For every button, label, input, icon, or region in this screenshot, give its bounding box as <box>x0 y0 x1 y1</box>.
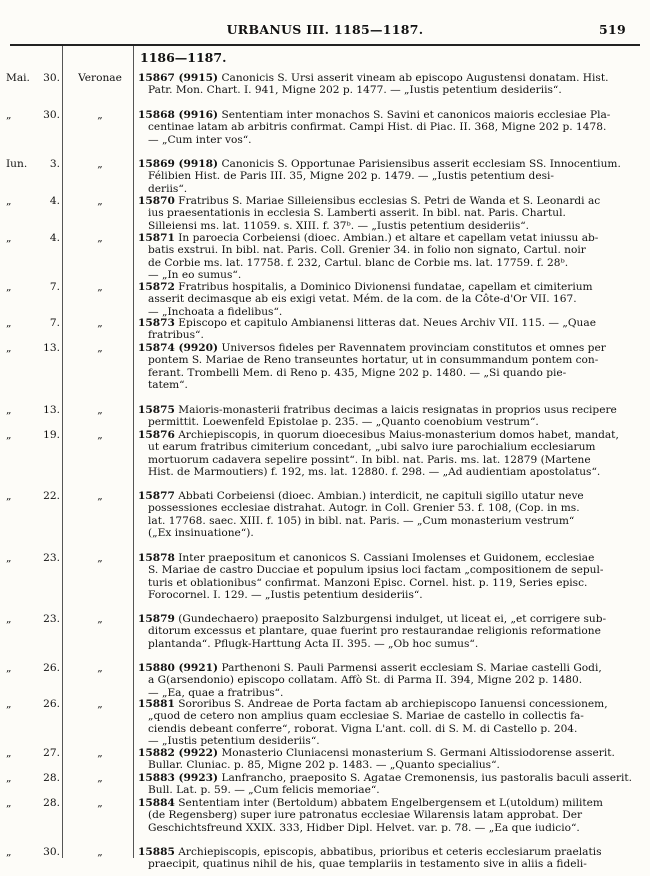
entry-place: „ <box>97 158 103 170</box>
entry-day: 7. <box>49 317 60 329</box>
entry-month: „ <box>6 747 12 759</box>
entry-text-block <box>138 195 636 232</box>
entry-text: Abbati Corbeiensi (dioec. Ambian.) interdicit, ne capituli sigillo utatur neve possessiones ecclesiae distrahat. Autogr. in Coll. Grenier 53. f. 108, (Cop. in ms. lat. 17768. saec. XIII. f. 105) in bibl. nat. Paris. — „Cum monasterium vestrum“ („Ex insinuatione“). <box>148 490 584 539</box>
entry-day: 23. <box>43 552 60 564</box>
entry-number: 15884 <box>138 797 175 809</box>
entry-month: „ <box>6 342 12 354</box>
entry-day: 7. <box>49 281 60 293</box>
entry-month: „ <box>6 797 12 809</box>
entry-text: Fratribus hospitalis, a Dominico Divionensi fundatae, capellam et cimiterium asserit decimasque ab eis exigi vetat. Mém. de la com. de la Côte-d'Or VII. 167. — „Inchoata a fidelibus“. <box>148 281 593 318</box>
entry-day: 26. <box>43 662 60 674</box>
entry-month: „ <box>6 613 12 625</box>
entry-month: „ <box>6 662 12 674</box>
entry-place: „ <box>97 698 103 710</box>
entry-number: 15872 <box>138 281 175 293</box>
running-title: URBANUS III. 1185—1187. <box>226 22 424 37</box>
entry-text: Episcopo et capitulo Ambianensi litteras dat. Neues Archiv VII. 115. — „Quae fratribus“. <box>148 317 596 342</box>
entry-place: „ <box>97 232 103 244</box>
entry-month: „ <box>6 552 12 564</box>
entry-number: 15880 (9921) <box>138 662 219 674</box>
entry-text-block <box>138 317 636 342</box>
entry-place: „ <box>97 281 103 293</box>
entry-text-block <box>138 797 636 834</box>
entry-text: Archiepiscopis, episcopis, abbatibus, prioribus et ceteris ecclesiarum praelatis praecipit, quatinus nihil de his, quae templariis in testamento sive in aliis a fideli- <box>148 846 602 871</box>
entry-place: „ <box>97 429 103 441</box>
entry-month: „ <box>6 109 12 121</box>
entry-number: 15881 <box>138 698 175 710</box>
entry-place: „ <box>97 662 103 674</box>
entry-day: 13. <box>43 404 60 416</box>
entry-day: 30. <box>43 72 60 84</box>
entry-day: 19. <box>43 429 60 441</box>
entry-day: 28. <box>43 772 60 784</box>
entry-place: „ <box>97 195 103 207</box>
entry-number: 15885 <box>138 846 175 858</box>
entry-text-block <box>138 662 636 699</box>
entry-place: „ <box>97 797 103 809</box>
entry-number: 15875 <box>138 404 175 416</box>
entry-text: In paroecia Corbeiensi (dioec. Ambian.) et altare et capellam vetat iniussu ab- batis exstrui. In bibl. nat. Paris. Coll. Grenier 34. in folio non signato, Cartul. noir de Corbie ms. lat. 17758. f. 232, Cartul. blanc de Corbie ms. lat. 17759. f. 28ᵇ. — „In eo sumus“. <box>148 232 599 281</box>
entry-text: Monasterio Cluniacensi monasterium S. Germani Altissiodorense asserit. Bullar. Cluniac. p. 85, Migne 202 p. 1483. — „Quanto specialius“. <box>148 747 615 772</box>
entry-place: „ <box>97 317 103 329</box>
entry-day: 27. <box>43 747 60 759</box>
entry-number: 15870 <box>138 195 175 207</box>
entry-text-block <box>138 109 636 146</box>
entry-text: Sententiam inter monachos S. Savini et canonicos maioris ecclesiae Pla- centinae latam ab arbitris confirmat. Campi Hist. di Piac. II. 368, Migne 202 p. 1478. — „Cum inter vos“. <box>148 109 611 146</box>
entry-text: Inter praepositum et canonicos S. Cassiani Imolenses et Guidonem, ecclesiae S. Mariae de castro Ducciae et populum ipsius loci factam „compositionem de sepul- turis et oblationibus“ confirmat. Manzoni Episc. Cornel. hist. p. 119, Series episc. Forocornel. I. 129. — „Iustis petentium desideriis“. <box>148 552 604 601</box>
entry-place: „ <box>97 342 103 354</box>
entry-month: „ <box>6 195 12 207</box>
entry-place: „ <box>97 404 103 416</box>
entry-number: 15883 (9923) <box>138 772 219 784</box>
running-head <box>0 22 650 40</box>
entry-text-block <box>138 490 636 539</box>
entry-text-block <box>138 698 636 747</box>
entry-text: (Gundechaero) praeposito Salzburgensi indulget, ut liceat ei, „et corrigere sub- ditorum excessus et plantare, quae fuerint pro restaurandae religionis reformatione plantanda“. Pflugk-Harttung Acta II. 395. — „Ob hoc sumus“. <box>148 613 607 650</box>
entry-text-block <box>138 342 636 391</box>
entry-text: Archiepiscopis, in quorum dioecesibus Maius-monasterium domos habet, mandat, ut earum fratribus cimiterium concedant, „ubi salvo iure parochialium ecclesiarum mortuorum cadavera sepelire possint“. In bibl. nat. Paris. ms. lat. 12879 (Martene Hist. de Marmoutiers) f. 192, ms. lat. 12880. f. 298. — „Ad audientiam apostolatus“. <box>148 429 619 478</box>
entry-number: 15874 (9920) <box>138 342 219 354</box>
entry-number: 15868 (9916) <box>138 109 219 121</box>
entry-number: 15878 <box>138 552 175 564</box>
entry-day: 26. <box>43 698 60 710</box>
entry-day: 22. <box>43 490 60 502</box>
entry-text-block <box>138 552 636 601</box>
entry-text-block <box>138 72 636 97</box>
entry-place: „ <box>97 772 103 784</box>
entry-text: Sororibus S. Andreae de Porta factam ab archiepiscopo Ianuensi concessionem, „quod de cetero non amplius quam ecclesiae S. Mariae de castello in collectis fa- ciendis debeant conferre“, roborat. Vigna L'ant. coll. di S. M. di Castello p. 204. — „Iustis petentium desideriis“. <box>148 698 608 747</box>
entry-number: 15869 (9918) <box>138 158 219 170</box>
entry-month: „ <box>6 846 12 858</box>
entry-number: 15879 <box>138 613 175 625</box>
entry-day: 28. <box>43 797 60 809</box>
header-rule <box>10 44 640 46</box>
entry-number: 15882 (9922) <box>138 747 219 759</box>
entry-text: Fratribus S. Mariae Silleiensibus ecclesias S. Petri de Wanda et S. Leonardi ac ius praesentationis in ecclesia S. Lamberti asserit. In bibl. nat. Paris. Chartul. Silleiensi ms. lat. 11059. s. XIII. f. 37ᵇ. — „Iustis petentium desideriis“. <box>148 195 601 232</box>
entry-number: 15876 <box>138 429 175 441</box>
entry-month: „ <box>6 429 12 441</box>
entry-text: Canonicis S. Opportunae Parisiensibus asserit ecclesiam SS. Innocentium. Félibien Hist. de Paris III. 35, Migne 202 p. 1479. — „Iustis petentium desi- deriis“. <box>148 158 621 195</box>
entry-month: „ <box>6 404 12 416</box>
entry-number: 15867 (9915) <box>138 72 219 84</box>
entry-day: 30. <box>43 109 60 121</box>
entry-month: „ <box>6 232 12 244</box>
entry-day: 4. <box>49 232 60 244</box>
entry-text-block <box>138 429 636 478</box>
entry-month: „ <box>6 698 12 710</box>
entry-text-block <box>138 281 636 318</box>
entry-text: Canonicis S. Ursi asserit vineam ab episcopo Augustensi donatam. Hist. Patr. Mon. Chart. I. 941, Migne 202 p. 1477. — „Iustis petentium desideriis“. <box>148 72 609 97</box>
entry-month: „ <box>6 772 12 784</box>
entry-text-block <box>138 613 636 650</box>
year-heading: 1186—1187. <box>140 50 227 65</box>
entry-month: „ <box>6 281 12 293</box>
entry-month: „ <box>6 490 12 502</box>
entry-place: Veronae <box>78 72 122 84</box>
entry-text: Universos fideles per Ravennatem provinciam constitutos et omnes per pontem S. Mariae de Reno transeuntes hortatur, ut in consummandum pontem con- ferant. Trombelli Mem. di Reno p. 435, Migne 202 p. 1480. — „Si quando pie- tatem“. <box>148 342 606 391</box>
entry-number: 15877 <box>138 490 175 502</box>
entry-place: „ <box>97 552 103 564</box>
entry-month: „ <box>6 317 12 329</box>
entry-place: „ <box>97 747 103 759</box>
entry-place: „ <box>97 613 103 625</box>
entry-text-block <box>138 232 636 281</box>
entry-day: 30. <box>43 846 60 858</box>
entry-place: „ <box>97 109 103 121</box>
entry-place: „ <box>97 490 103 502</box>
entry-text: Lanfrancho, praeposito S. Agatae Cremonensis, ius pastoralis baculi asserit. Bull. Lat. p. 59. — „Cum felicis memoriae“. <box>148 772 633 797</box>
column-rule-place <box>133 46 134 858</box>
entry-text-block <box>138 404 636 429</box>
entry-month: Mai. <box>6 72 30 84</box>
entry-text-block <box>138 772 636 797</box>
entry-day: 23. <box>43 613 60 625</box>
entry-number: 15871 <box>138 232 175 244</box>
entry-day: 3. <box>49 158 60 170</box>
page-number: 519 <box>599 22 626 37</box>
entry-text: Sententiam inter (Bertoldum) abbatem Engelbergensem et L(utoldum) militem (de Regensberg) super iure patronatus ecclesiae Wilarensis latam approbat. Der Geschichtsfreund XXIX. 333, Hidber Dipl. Helvet. var. p. 78. — „Ea que iudicio“. <box>148 797 603 834</box>
entry-text: Parthenoni S. Pauli Parmensi asserit ecclesiam S. Mariae castelli Godi, a G(arsendonio) episcopo collatam. Affò St. di Parma II. 394, Migne 202 p. 1480. — „Ea, quae a fratribus“. <box>148 662 602 699</box>
entry-text-block <box>138 846 636 871</box>
entry-number: 15873 <box>138 317 175 329</box>
entry-text-block <box>138 747 636 772</box>
entry-day: 4. <box>49 195 60 207</box>
entry-text-block <box>138 158 636 195</box>
entry-text: Maioris-monasterii fratribus decimas a laicis resignatas in proprios usus recipere permittit. Loewenfeld Epistolae p. 235. — „Quanto coenobium vestrum“. <box>148 404 617 429</box>
entry-month: Iun. <box>6 158 28 170</box>
entry-place: „ <box>97 846 103 858</box>
entry-day: 13. <box>43 342 60 354</box>
column-rule-date <box>62 46 63 858</box>
